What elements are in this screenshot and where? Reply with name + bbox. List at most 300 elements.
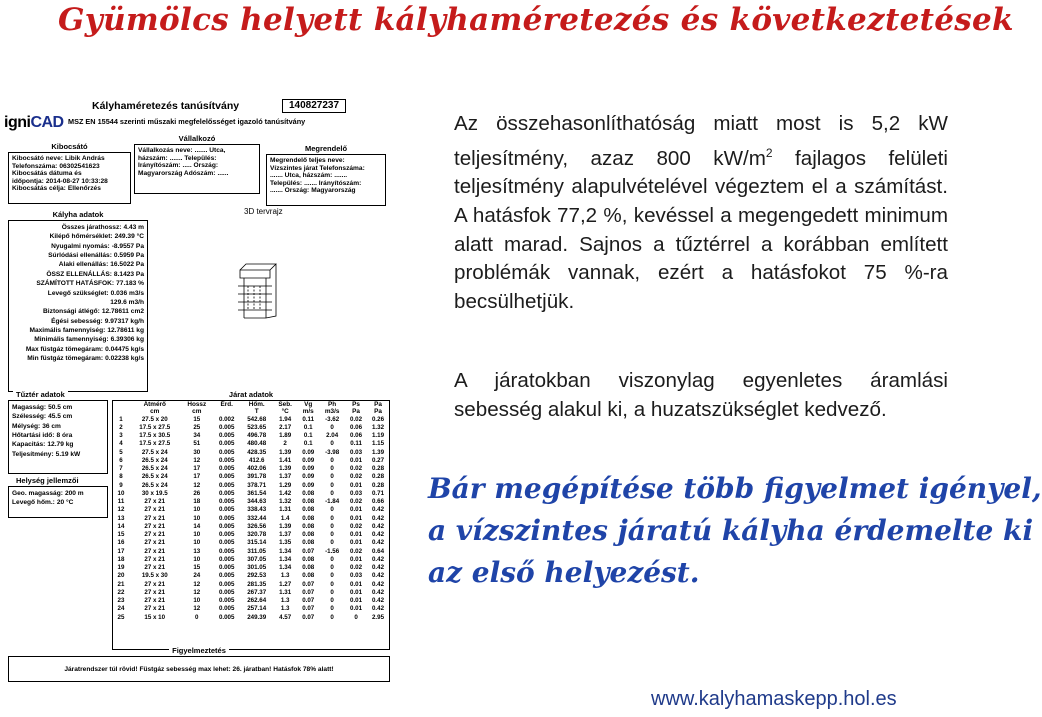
table-cell: 0.005 — [218, 456, 235, 464]
table-cell: 0.07 — [302, 605, 315, 613]
table-cell: 21 — [117, 580, 125, 588]
table-cell: 0.005 — [218, 564, 235, 572]
table-cell: 3 — [119, 432, 123, 440]
table-cell: 27.5 x 24 — [141, 448, 168, 456]
kv-row — [12, 223, 144, 232]
table-cell: 0.42 — [371, 597, 385, 605]
table-row — [113, 531, 389, 539]
table-cell: 2.17 — [279, 423, 292, 431]
table-cell: 0.005 — [218, 440, 235, 448]
table-row — [113, 523, 389, 531]
table-cell: 0 — [330, 531, 334, 539]
logo-suffix: CAD — [30, 114, 64, 131]
table-cell: 0.09 — [302, 473, 315, 481]
kv-row — [12, 260, 144, 269]
kv-value: ....... Utca, — [194, 147, 226, 154]
table-cell: 0.02 — [350, 473, 363, 481]
jarat-column-header: Ph — [328, 401, 337, 408]
kibocsato-box — [8, 142, 131, 204]
table-cell: 0.42 — [371, 564, 385, 572]
table-cell: 412.6 — [248, 456, 265, 464]
kv-value: 0.02238 kg/s — [105, 355, 144, 363]
tuzter-lines — [9, 401, 107, 461]
table-cell: 0.1 — [303, 440, 313, 448]
table-cell: 1.37 — [279, 531, 292, 539]
table-cell: 26.5 x 24 — [141, 473, 168, 481]
kv-row — [138, 162, 256, 170]
kv-key: Mélység: — [12, 422, 41, 430]
kv-value: 5.19 kW — [55, 450, 81, 458]
ignicad-logo — [4, 114, 64, 132]
table-row — [113, 416, 389, 424]
kv-value: 0.036 m3/s — [110, 289, 144, 297]
kv-row — [12, 155, 127, 163]
kv-key: Vállalkozás neve: — [138, 147, 193, 154]
table-cell: 10 — [193, 514, 201, 522]
jarat-column-header — [113, 401, 129, 408]
table-cell: 10 — [193, 555, 201, 563]
table-cell: 27 x 21 — [144, 498, 166, 506]
kv-key: Összes járathossz: — [61, 224, 122, 231]
kv-key: Maximális famennyiség: — [29, 326, 106, 334]
table-cell: 332.44 — [247, 514, 267, 522]
table-row — [113, 539, 389, 547]
kv-row — [12, 242, 144, 251]
table-cell: 0.01 — [350, 555, 363, 563]
table-cell: 17 — [193, 465, 201, 473]
kv-value: 77.183 % — [116, 280, 144, 288]
table-cell: 13 — [193, 547, 201, 555]
kv-key: Kilépő hőmérséklet: — [49, 233, 113, 241]
table-row — [113, 490, 389, 498]
table-cell: 1.32 — [279, 498, 292, 506]
kv-value: Libik András — [64, 155, 105, 162]
jarat-column-headers — [113, 401, 389, 408]
table-cell: 0.27 — [371, 456, 385, 464]
table-cell: 0.005 — [218, 597, 235, 605]
table-cell: 0.42 — [371, 555, 385, 563]
table-cell: 0.07 — [302, 613, 315, 621]
kv-row — [12, 307, 144, 316]
kv-row — [12, 289, 144, 298]
table-cell: 0.64 — [371, 547, 385, 555]
table-cell: 30 x 19.5 — [141, 489, 168, 497]
stove-3d-drawing — [230, 260, 290, 330]
kv-value: -8.9557 Pa — [111, 242, 144, 250]
table-cell: 311.05 — [247, 547, 266, 555]
kv-key: Minimális famennyiség: — [34, 336, 109, 344]
table-cell: 0.07 — [302, 580, 315, 588]
table-cell: 0.01 — [350, 456, 363, 464]
kv-row — [12, 279, 144, 288]
paragraph-efficiency-sup: 2 — [765, 145, 773, 160]
table-row — [113, 432, 389, 440]
paragraph-flow: A járatokban viszonylag egyenletes áramlási sebesség alakul ki, a huzatszükséglet kedvező. — [454, 369, 948, 421]
table-row — [113, 564, 389, 572]
kv-row — [138, 147, 256, 155]
table-cell: 4.57 — [279, 613, 292, 621]
certificate-title: Kályhaméretezés tanúsítvány — [92, 100, 240, 112]
kv-value: Ellenőrzés — [67, 185, 101, 193]
table-cell: 0 — [330, 597, 334, 605]
table-cell: 20 — [117, 572, 125, 580]
table-cell: 1.39 — [279, 465, 292, 473]
jarat-column-header: Vg — [304, 401, 313, 408]
kv-row — [12, 178, 127, 186]
table-cell: 496.78 — [247, 432, 267, 440]
jarat-column-header: Seb. — [278, 401, 292, 408]
kv-key: Nyugalmi nyomás: — [51, 242, 110, 250]
kv-key: Súrlódási ellenállás: — [48, 252, 112, 260]
kibocsato-header: Kibocsátó — [48, 142, 90, 151]
table-cell: 249.39 — [247, 613, 267, 621]
kv-key: Telefonszáma: — [12, 162, 58, 170]
table-row — [113, 614, 389, 622]
table-cell: 1.19 — [371, 432, 385, 440]
page-title: Gyümölcs helyett kályhaméretezés és következtetések — [58, 2, 1014, 38]
table-cell: 0.005 — [218, 522, 235, 530]
table-cell: 18 — [193, 498, 201, 506]
table-cell: 1.34 — [279, 547, 292, 555]
table-cell: 1.3 — [280, 605, 290, 613]
table-cell: 1.41 — [279, 456, 292, 464]
table-cell: 0.01 — [350, 605, 363, 613]
table-cell: 1.4 — [280, 514, 290, 522]
table-cell: 0.66 — [371, 498, 385, 506]
table-cell: 262.64 — [247, 597, 267, 605]
paragraph-efficiency — [454, 110, 948, 317]
table-cell: 0 — [330, 572, 334, 580]
kv-value: 9.97317 kg/h — [104, 317, 144, 325]
table-cell: 0.005 — [218, 605, 235, 613]
table-cell: 34 — [193, 432, 201, 440]
table-cell: 480.48 — [247, 440, 267, 448]
table-cell: 10 — [193, 531, 201, 539]
table-cell: 0.09 — [302, 465, 315, 473]
table-cell: 0.08 — [302, 514, 315, 522]
kv-value: ....... Irányítószám: — [304, 179, 362, 187]
table-cell: 0.42 — [371, 539, 385, 547]
table-cell: 1.3 — [280, 597, 290, 605]
table-cell: 27 x 21 — [144, 531, 166, 539]
figyelmeztetes-box — [8, 646, 390, 682]
table-cell: 26.5 x 24 — [141, 456, 168, 464]
table-cell: 0 — [330, 564, 334, 572]
table-cell: 26.5 x 24 — [141, 481, 168, 489]
kv-value: 8 óra — [56, 432, 73, 440]
table-cell: 0.005 — [218, 423, 235, 431]
jarat-table — [113, 401, 389, 622]
table-row — [113, 597, 389, 605]
table-cell: 0.71 — [371, 489, 385, 497]
table-cell: 24 — [117, 605, 125, 613]
table-cell: -3.98 — [325, 448, 340, 456]
table-cell: 0.42 — [371, 580, 385, 588]
kv-row — [12, 232, 144, 241]
table-cell: 26.5 x 24 — [141, 465, 168, 473]
conclusion-line-3: az első helyezést. — [428, 556, 700, 589]
conclusion-line-2: a vízszintes járatú kályha érdemelte ki — [428, 514, 1034, 547]
table-cell: 0.005 — [218, 481, 235, 489]
kv-key: Geo. magasság: — [12, 490, 63, 497]
table-cell: 1.35 — [279, 539, 292, 547]
table-cell: 1.34 — [279, 564, 292, 572]
table-cell: 0.26 — [371, 415, 385, 423]
table-cell: 0 — [330, 481, 334, 489]
kv-row — [12, 170, 127, 178]
table-cell: 0.01 — [350, 481, 363, 489]
table-cell: 0.005 — [218, 473, 235, 481]
table-cell: 0 — [330, 580, 334, 588]
kv-value: ..... Ország: — [182, 162, 219, 170]
kv-key: Irányítószám: — [138, 162, 181, 170]
table-cell: 338.43 — [247, 506, 267, 514]
table-cell: 1.3 — [280, 572, 290, 580]
table-cell: 0.03 — [350, 489, 363, 497]
table-cell: 6 — [119, 456, 123, 464]
table-cell: 0 — [330, 588, 334, 596]
table-cell: 320.78 — [247, 531, 267, 539]
table-cell: 23 — [117, 597, 125, 605]
kv-key: ....... Utca, házszám: — [270, 172, 333, 180]
jarat-unit-header — [113, 408, 129, 415]
kv-row — [12, 317, 144, 326]
kv-key: Kibocsátó neve: — [12, 155, 63, 162]
kv-key: Megrendelő teljes neve: — [270, 157, 345, 164]
kv-key: Hőtartási idő: — [12, 432, 55, 440]
table-cell: 0.42 — [371, 572, 385, 580]
table-cell: 0 — [330, 489, 334, 497]
table-cell: 12 — [193, 605, 201, 613]
table-cell: 0.42 — [371, 522, 385, 530]
kv-row — [12, 450, 104, 459]
table-cell: 523.65 — [247, 423, 267, 431]
kv-value: 12.78611 kg — [107, 326, 144, 334]
megrendelo-lines — [267, 155, 385, 197]
jarat-column-header: Átmérő — [143, 401, 166, 408]
jarat-unit-header: m3/s — [324, 408, 340, 416]
table-cell: 0.08 — [302, 564, 315, 572]
jarat-header: Járat adatok — [226, 390, 276, 399]
table-cell: 0.08 — [302, 572, 315, 580]
table-cell: 0.01 — [350, 514, 363, 522]
table-cell: 307.05 — [247, 555, 267, 563]
kv-key: Égési sebesség: — [51, 317, 103, 325]
table-row — [113, 605, 389, 613]
kv-value: 50.5 cm — [48, 404, 73, 411]
table-cell: 0.01 — [350, 506, 363, 514]
kv-key: Magasság: — [12, 404, 47, 411]
table-cell: 14 — [117, 522, 125, 530]
kv-row — [12, 270, 144, 279]
kv-key: Max füstgáz tömegáram: — [25, 345, 104, 353]
table-cell: 0.005 — [218, 588, 235, 596]
kv-row — [270, 165, 382, 173]
kv-value: ....... — [334, 172, 348, 180]
table-cell: 0.42 — [371, 514, 385, 522]
conclusion — [428, 468, 1042, 594]
kv-row — [12, 489, 104, 498]
kv-key: ÖSSZ ELLENÁLLÁS: — [46, 270, 112, 278]
table-cell: 0.005 — [218, 514, 235, 522]
table-row — [113, 572, 389, 580]
table-cell: 27 x 21 — [144, 555, 166, 563]
table-row — [113, 482, 389, 490]
table-cell: 326.56 — [247, 522, 267, 530]
table-cell: -1.56 — [325, 547, 340, 555]
table-cell: 0.42 — [371, 506, 385, 514]
tervrajz-label: 3D tervrajz — [244, 207, 283, 216]
table-cell: 1.27 — [279, 580, 292, 588]
jarat-rows — [113, 416, 389, 622]
jarat-unit-header: Pa — [374, 408, 382, 416]
kv-value: 4.43 m — [123, 224, 144, 231]
table-cell: 0.28 — [371, 481, 385, 489]
kv-key: Kibocsátás dátuma és — [12, 170, 82, 178]
table-cell: 0.07 — [302, 597, 315, 605]
table-row — [113, 473, 389, 481]
kibocsato-lines — [9, 153, 130, 195]
table-cell: 19 — [117, 564, 125, 572]
table-cell: 18 — [117, 555, 125, 563]
kv-row — [12, 185, 127, 193]
kv-value: 249.39 °C — [114, 233, 144, 241]
table-cell: 1.39 — [371, 448, 385, 456]
table-row — [113, 581, 389, 589]
kv-row — [138, 155, 256, 163]
kv-key: Levegő hőm.: — [12, 499, 55, 507]
vallalkozo-header: Vállalkozó — [176, 134, 219, 143]
table-cell: 0.28 — [371, 465, 385, 473]
table-row — [113, 589, 389, 597]
kv-row — [12, 326, 144, 335]
table-cell: 27 x 21 — [144, 547, 166, 555]
kv-key: Magyarország Adószám: — [138, 169, 216, 177]
table-cell: 0.005 — [218, 506, 235, 514]
table-cell: 0.06 — [350, 423, 363, 431]
tuzter-box — [8, 390, 108, 474]
logo-prefix: igni — [4, 114, 31, 131]
table-cell: 267.37 — [247, 588, 267, 596]
table-cell: 27 x 21 — [144, 564, 166, 572]
table-cell: 0.02 — [350, 498, 363, 506]
table-cell: 10 — [193, 506, 201, 514]
table-cell: 27.5 x 20 — [141, 415, 168, 423]
kv-value: 200 m — [64, 490, 84, 497]
table-cell: 10 — [193, 597, 201, 605]
kv-row — [12, 431, 104, 440]
table-cell: 0.1 — [303, 423, 313, 431]
table-cell: 1.15 — [371, 440, 385, 448]
kv-value: 12.79 kg — [47, 441, 74, 449]
kv-key: Szélesség: — [12, 413, 47, 421]
table-cell: 9 — [119, 481, 123, 489]
table-cell: 27 x 21 — [144, 514, 166, 522]
certificate-number: 140827237 — [282, 99, 346, 113]
table-cell: 0.005 — [218, 465, 235, 473]
table-cell: 0.08 — [302, 531, 315, 539]
table-cell: 0.005 — [218, 572, 235, 580]
table-cell: 1.29 — [279, 481, 292, 489]
table-cell: 11 — [117, 498, 125, 506]
table-cell: 15 — [193, 415, 201, 423]
table-cell: 0.1 — [303, 432, 313, 440]
table-cell: 0.42 — [371, 605, 385, 613]
table-cell: 4 — [119, 440, 123, 448]
paragraph-efficiency-b: fajlagos felületi teljesítmény alapulvételével végeztem el a számítást. A hatásfok 77,2 %, kevéssel a megengedett minimum alatt marad. Sajnos a tűztérrel a korábban említett problémák vannak, ezért a hatásfokot 75 %-ra becsülhetjük. — [454, 146, 948, 314]
jarat-unit-header: cm — [150, 408, 160, 416]
table-cell: 12 — [193, 481, 201, 489]
kv-row — [12, 498, 104, 507]
table-cell: 361.54 — [247, 489, 267, 497]
table-cell: 17.5 x 30.5 — [139, 432, 171, 440]
kv-row — [12, 422, 104, 431]
megrendelo-header: Megrendelő — [302, 144, 350, 153]
table-cell: 1.32 — [371, 423, 385, 431]
table-cell: 0 — [330, 440, 334, 448]
table-cell: 0.005 — [218, 498, 235, 506]
website-url[interactable]: www.kalyhamaskepp.hol.es — [651, 688, 897, 710]
table-cell: 16 — [117, 539, 125, 547]
kv-row — [12, 163, 127, 171]
table-row — [113, 515, 389, 523]
table-cell: 17.5 x 27.5 — [139, 423, 171, 431]
table-cell: 30 — [193, 448, 201, 456]
table-cell: 19.5 x 30 — [141, 572, 168, 580]
table-row — [113, 506, 389, 514]
conclusion-line-1: Bár megépítése több figyelmet igényel, — [428, 472, 1042, 505]
table-cell: 2 — [119, 423, 123, 431]
jarat-unit-header: T — [254, 408, 259, 416]
kv-value: ...... — [217, 169, 229, 177]
table-row — [113, 556, 389, 564]
helyseg-lines — [9, 487, 107, 510]
table-cell: 12 — [193, 588, 201, 596]
certificate — [4, 100, 392, 684]
kv-value: 16.5022 Pa — [110, 261, 144, 269]
kv-key: időpontja: — [12, 177, 44, 185]
jarat-column-header: Ps — [352, 401, 360, 408]
table-cell: 17 — [117, 547, 125, 555]
table-cell: 0.42 — [371, 588, 385, 596]
table-cell: 1.42 — [279, 489, 292, 497]
kalyha-header: Kályha adatok — [50, 210, 107, 219]
table-cell: 5 — [119, 448, 123, 456]
table-cell: 301.05 — [247, 564, 267, 572]
tuzter-header: Tűztér adatok — [13, 390, 68, 399]
table-cell: 27 x 21 — [144, 605, 166, 613]
table-cell: 0.01 — [350, 588, 363, 596]
jarat-unit-header: cm — [192, 408, 202, 416]
table-cell: 428.35 — [247, 448, 267, 456]
table-cell: 402.06 — [247, 465, 267, 473]
table-cell: 12 — [193, 580, 201, 588]
table-cell: 0.42 — [371, 531, 385, 539]
table-cell: 22 — [117, 588, 125, 596]
table-cell: 1.39 — [279, 522, 292, 530]
table-cell: 0.09 — [302, 456, 315, 464]
table-cell: 1.39 — [279, 448, 292, 456]
certificate-subtitle: MSZ EN 15544 szerinti műszaki megfelelősséget igazoló tanúsítvány — [68, 117, 306, 126]
kv-value: 0.04475 kg/s — [105, 345, 144, 353]
table-cell: 0 — [330, 613, 334, 621]
table-cell: 14 — [193, 522, 201, 530]
table-cell: 0 — [330, 555, 334, 563]
table-cell: 27 x 21 — [144, 506, 166, 514]
table-cell: 257.14 — [247, 605, 267, 613]
kv-row — [138, 170, 256, 178]
table-cell: 2.95 — [371, 613, 385, 621]
